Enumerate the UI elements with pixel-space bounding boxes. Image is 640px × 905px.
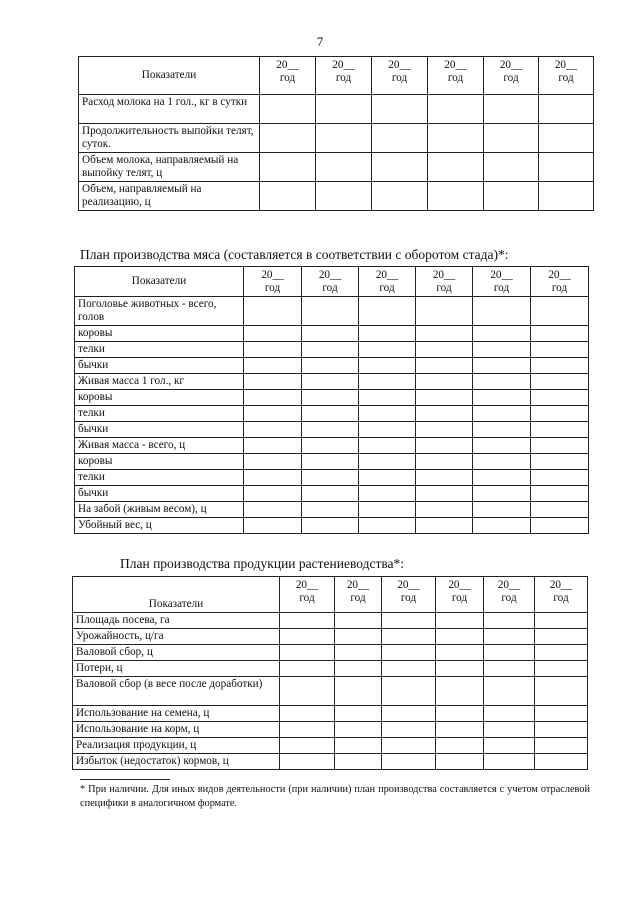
row-label: бычки <box>75 358 244 374</box>
cell[interactable] <box>359 374 416 390</box>
cell[interactable] <box>244 390 302 406</box>
cell[interactable] <box>436 722 484 738</box>
year-header <box>382 577 436 613</box>
cell[interactable] <box>473 518 531 534</box>
table-row <box>75 470 589 486</box>
cell[interactable] <box>416 486 473 502</box>
cell[interactable] <box>316 182 372 211</box>
table-row <box>75 374 589 390</box>
row-label: бычки <box>75 486 244 502</box>
cell[interactable] <box>484 153 539 182</box>
year-header-bottom: год <box>379 282 395 294</box>
cell[interactable] <box>359 297 416 326</box>
year-header-top: 20__ <box>276 59 299 71</box>
cell[interactable] <box>473 470 531 486</box>
row-label: Избыток (недостаток) кормов, ц <box>73 754 280 770</box>
year-header-top: 20__ <box>499 59 523 71</box>
cell[interactable] <box>359 454 416 470</box>
cell[interactable] <box>416 502 473 518</box>
year-header <box>244 267 302 297</box>
cell[interactable] <box>359 486 416 502</box>
row-label: Продолжительность выпойки телят, суток. <box>79 124 260 153</box>
cell[interactable] <box>316 124 372 153</box>
cell[interactable] <box>302 486 359 502</box>
indicators-header: Показатели <box>73 577 280 613</box>
table-row <box>75 518 589 534</box>
cell[interactable] <box>531 358 589 374</box>
year-header-bottom: год <box>493 282 510 294</box>
cell[interactable] <box>280 738 335 754</box>
crop-table <box>72 576 588 770</box>
cell[interactable] <box>484 613 535 629</box>
cell[interactable] <box>531 326 589 342</box>
year-header-top: 20__ <box>432 269 456 281</box>
year-header-top: 20__ <box>397 579 420 591</box>
cell[interactable] <box>280 661 335 677</box>
year-header-top: 20__ <box>448 579 471 591</box>
cell[interactable] <box>316 153 372 182</box>
cell[interactable] <box>428 95 484 124</box>
year-header <box>302 267 359 297</box>
cell[interactable] <box>302 390 359 406</box>
row-label: Реализация продукции, ц <box>73 738 280 754</box>
row-label: коровы <box>75 454 244 470</box>
cell[interactable] <box>359 422 416 438</box>
cell[interactable] <box>535 613 588 629</box>
cell[interactable] <box>531 486 589 502</box>
cell[interactable] <box>244 326 302 342</box>
cell[interactable] <box>416 342 473 358</box>
cell[interactable] <box>244 454 302 470</box>
cell[interactable] <box>531 342 589 358</box>
cell[interactable] <box>260 124 316 153</box>
table-row <box>75 502 589 518</box>
table-row <box>75 326 589 342</box>
cell[interactable] <box>428 153 484 182</box>
year-header-bottom: год <box>451 592 468 604</box>
cell[interactable] <box>372 182 428 211</box>
table-row <box>73 645 588 661</box>
cell[interactable] <box>539 182 594 211</box>
cell[interactable] <box>539 95 594 124</box>
table-row <box>79 153 594 182</box>
table-row <box>73 661 588 677</box>
cell[interactable] <box>335 738 382 754</box>
cell[interactable] <box>436 754 484 770</box>
cell[interactable] <box>359 358 416 374</box>
cell[interactable] <box>359 470 416 486</box>
milk-table <box>78 56 594 211</box>
year-header-bottom: год <box>350 592 366 604</box>
cell[interactable] <box>260 153 316 182</box>
cell[interactable] <box>302 470 359 486</box>
crop-plan-title: План производства продукции растениеводства*: <box>120 556 405 571</box>
cell[interactable] <box>244 438 302 454</box>
cell[interactable] <box>473 374 531 390</box>
cell[interactable] <box>359 438 416 454</box>
year-header <box>372 57 428 95</box>
cell[interactable] <box>280 722 335 738</box>
year-header <box>473 267 531 297</box>
cell[interactable] <box>382 754 436 770</box>
year-header-bottom: год <box>299 592 315 604</box>
row-label: Объем молока, направляемый на выпойку телят, ц <box>79 153 260 182</box>
cell[interactable] <box>531 406 589 422</box>
table-row <box>73 629 588 645</box>
row-label: Валовой сбор, ц <box>73 645 280 661</box>
meat-plan-title: План производства мяса (составляется в соответствии с оборотом стада)*: <box>80 247 509 262</box>
cell[interactable] <box>436 629 484 645</box>
cell[interactable] <box>382 738 436 754</box>
year-header-bottom: год <box>279 72 296 84</box>
year-header <box>280 577 335 613</box>
cell[interactable] <box>335 661 382 677</box>
indicators-header: Показатели <box>75 267 244 297</box>
cell[interactable] <box>473 486 531 502</box>
cell[interactable] <box>473 502 531 518</box>
cell[interactable] <box>484 754 535 770</box>
row-label: На забой (живым весом), ц <box>75 502 244 518</box>
year-header-top: 20__ <box>346 579 370 591</box>
table-row <box>75 406 589 422</box>
cell[interactable] <box>473 297 531 326</box>
row-label: Валовой сбор (в весе после доработки) <box>73 677 280 706</box>
cell[interactable] <box>416 297 473 326</box>
meat-table <box>74 266 589 534</box>
cell[interactable] <box>316 95 372 124</box>
cell[interactable] <box>302 518 359 534</box>
table-row <box>79 182 594 211</box>
cell[interactable] <box>416 326 473 342</box>
cell[interactable] <box>535 645 588 661</box>
year-header <box>484 57 539 95</box>
table-row <box>79 95 594 124</box>
year-header <box>335 577 382 613</box>
cell[interactable] <box>531 502 589 518</box>
year-header-top: 20__ <box>497 579 521 591</box>
row-label: телки <box>75 342 244 358</box>
cell[interactable] <box>302 297 359 326</box>
table-row <box>73 706 588 722</box>
cell[interactable] <box>473 422 531 438</box>
cell[interactable] <box>244 486 302 502</box>
cell[interactable] <box>382 677 436 706</box>
cell[interactable] <box>416 390 473 406</box>
cell[interactable] <box>473 390 531 406</box>
row-label: Площадь посева, га <box>73 613 280 629</box>
year-header-top: 20__ <box>318 269 342 281</box>
cell[interactable] <box>428 124 484 153</box>
cell[interactable] <box>535 677 588 706</box>
cell[interactable] <box>359 406 416 422</box>
cell[interactable] <box>473 358 531 374</box>
cell[interactable] <box>436 738 484 754</box>
year-header <box>436 577 484 613</box>
year-header <box>484 577 535 613</box>
cell[interactable] <box>473 406 531 422</box>
cell[interactable] <box>531 518 589 534</box>
cell[interactable] <box>302 374 359 390</box>
cell[interactable] <box>280 613 335 629</box>
year-header-bottom: год <box>551 282 568 294</box>
row-label: бычки <box>75 422 244 438</box>
row-label: Убойный вес, ц <box>75 518 244 534</box>
cell[interactable] <box>531 374 589 390</box>
footnote-divider <box>80 779 170 780</box>
year-header-bottom: год <box>391 72 408 84</box>
row-label: телки <box>75 406 244 422</box>
cell[interactable] <box>335 645 382 661</box>
cell[interactable] <box>280 645 335 661</box>
cell[interactable] <box>473 454 531 470</box>
year-header-bottom: год <box>400 592 417 604</box>
cell[interactable] <box>335 722 382 738</box>
year-header-top: 20__ <box>388 59 411 71</box>
cell[interactable] <box>244 297 302 326</box>
cell[interactable] <box>335 706 382 722</box>
table-row <box>75 390 589 406</box>
table-row <box>75 454 589 470</box>
cell[interactable] <box>302 358 359 374</box>
cell[interactable] <box>531 297 589 326</box>
cell[interactable] <box>280 706 335 722</box>
year-header <box>416 267 473 297</box>
year-header-top: 20__ <box>295 579 319 591</box>
cell[interactable] <box>335 754 382 770</box>
cell[interactable] <box>372 124 428 153</box>
year-header-top: 20__ <box>554 59 578 71</box>
cell[interactable] <box>302 342 359 358</box>
table-row <box>73 613 588 629</box>
cell[interactable] <box>302 406 359 422</box>
cell[interactable] <box>416 374 473 390</box>
year-header <box>260 57 316 95</box>
cell[interactable] <box>244 518 302 534</box>
table-row <box>75 297 589 326</box>
cell[interactable] <box>416 518 473 534</box>
table-row <box>73 754 588 770</box>
cell[interactable] <box>531 438 589 454</box>
cell[interactable] <box>484 124 539 153</box>
year-header <box>428 57 484 95</box>
cell[interactable] <box>260 182 316 211</box>
row-label: Потери, ц <box>73 661 280 677</box>
year-header-bottom: год <box>335 72 352 84</box>
cell[interactable] <box>335 629 382 645</box>
year-header-bottom: год <box>558 72 574 84</box>
year-header <box>535 577 588 613</box>
cell[interactable] <box>473 438 531 454</box>
table-row <box>73 722 588 738</box>
row-label: коровы <box>75 326 244 342</box>
cell[interactable] <box>302 438 359 454</box>
row-label: Использование на семена, ц <box>73 706 280 722</box>
page-number: 7 <box>316 34 324 49</box>
cell[interactable] <box>372 95 428 124</box>
cell[interactable] <box>473 326 531 342</box>
cell[interactable] <box>244 422 302 438</box>
row-label: Живая масса - всего, ц <box>75 438 244 454</box>
cell[interactable] <box>539 153 594 182</box>
year-header-top: 20__ <box>549 579 573 591</box>
cell[interactable] <box>359 518 416 534</box>
table-row <box>75 358 589 374</box>
table-row <box>73 738 588 754</box>
row-label: Расход молока на 1 гол., кг в сутки <box>79 95 260 124</box>
row-label: Поголовье животных - всего, голов <box>75 297 244 326</box>
cell[interactable] <box>416 422 473 438</box>
cell[interactable] <box>436 613 484 629</box>
cell[interactable] <box>382 613 436 629</box>
cell[interactable] <box>244 470 302 486</box>
cell[interactable] <box>539 124 594 153</box>
cell[interactable] <box>535 661 588 677</box>
cell[interactable] <box>428 182 484 211</box>
cell[interactable] <box>372 153 428 182</box>
year-header-bottom: год <box>553 592 569 604</box>
row-label: Объем, направляемый на реализацию, ц <box>79 182 260 211</box>
table-row <box>75 438 589 454</box>
cell[interactable] <box>244 406 302 422</box>
year-header-bottom: год <box>501 592 517 604</box>
cell[interactable] <box>244 374 302 390</box>
cell[interactable] <box>436 661 484 677</box>
cell[interactable] <box>302 502 359 518</box>
cell[interactable] <box>335 677 382 706</box>
row-label: телки <box>75 470 244 486</box>
row-label: коровы <box>75 390 244 406</box>
row-label: Использование на корм, ц <box>73 722 280 738</box>
year-header-bottom: год <box>436 282 452 294</box>
cell[interactable] <box>359 326 416 342</box>
cell[interactable] <box>484 677 535 706</box>
cell[interactable] <box>382 661 436 677</box>
footnote: * При наличии. Для иных видов деятельности (при наличии) план производства составляется с учетом отраслевой специфики в аналогичном формате. <box>80 784 590 809</box>
cell[interactable] <box>302 326 359 342</box>
cell[interactable] <box>484 182 539 211</box>
cell[interactable] <box>382 629 436 645</box>
cell[interactable] <box>359 342 416 358</box>
table-row <box>75 342 589 358</box>
cell[interactable] <box>416 470 473 486</box>
row-label: Урожайность, ц/га <box>73 629 280 645</box>
year-header-bottom: год <box>264 282 281 294</box>
year-header-top: 20__ <box>332 59 355 71</box>
table-row <box>75 486 589 502</box>
cell[interactable] <box>280 754 335 770</box>
cell[interactable] <box>473 342 531 358</box>
cell[interactable] <box>535 722 588 738</box>
cell[interactable] <box>484 738 535 754</box>
cell[interactable] <box>531 422 589 438</box>
cell[interactable] <box>416 454 473 470</box>
year-header <box>539 57 594 95</box>
cell[interactable] <box>484 722 535 738</box>
cell[interactable] <box>436 677 484 706</box>
cell[interactable] <box>416 358 473 374</box>
cell[interactable] <box>302 422 359 438</box>
cell[interactable] <box>335 613 382 629</box>
cell[interactable] <box>359 390 416 406</box>
cell[interactable] <box>382 706 436 722</box>
year-header-top: 20__ <box>490 269 513 281</box>
cell[interactable] <box>535 706 588 722</box>
year-header-top: 20__ <box>375 269 399 281</box>
cell[interactable] <box>382 645 436 661</box>
year-header-bottom: год <box>503 72 519 84</box>
cell[interactable] <box>535 754 588 770</box>
cell[interactable] <box>359 502 416 518</box>
cell[interactable] <box>280 629 335 645</box>
cell[interactable] <box>416 438 473 454</box>
year-header-bottom: год <box>447 72 464 84</box>
cell[interactable] <box>484 95 539 124</box>
cell[interactable] <box>244 358 302 374</box>
table-row <box>73 677 588 706</box>
year-header-top: 20__ <box>444 59 467 71</box>
cell[interactable] <box>244 502 302 518</box>
cell[interactable] <box>416 406 473 422</box>
cell[interactable] <box>260 95 316 124</box>
table-row <box>75 422 589 438</box>
table-row <box>79 124 594 153</box>
cell[interactable] <box>244 342 302 358</box>
cell[interactable] <box>302 454 359 470</box>
cell[interactable] <box>436 706 484 722</box>
cell[interactable] <box>484 661 535 677</box>
year-header-top: 20__ <box>548 269 571 281</box>
cell[interactable] <box>531 470 589 486</box>
row-label: Живая масса 1 гол., кг <box>75 374 244 390</box>
cell[interactable] <box>382 722 436 738</box>
cell[interactable] <box>535 738 588 754</box>
cell[interactable] <box>484 645 535 661</box>
cell[interactable] <box>535 629 588 645</box>
cell[interactable] <box>280 677 335 706</box>
cell[interactable] <box>484 706 535 722</box>
year-header-top: 20__ <box>261 269 284 281</box>
year-header <box>531 267 589 297</box>
indicators-header: Показатели <box>79 57 260 95</box>
year-header <box>316 57 372 95</box>
cell[interactable] <box>531 390 589 406</box>
year-header <box>359 267 416 297</box>
year-header-bottom: год <box>322 282 338 294</box>
cell[interactable] <box>484 629 535 645</box>
cell[interactable] <box>531 454 589 470</box>
cell[interactable] <box>436 645 484 661</box>
